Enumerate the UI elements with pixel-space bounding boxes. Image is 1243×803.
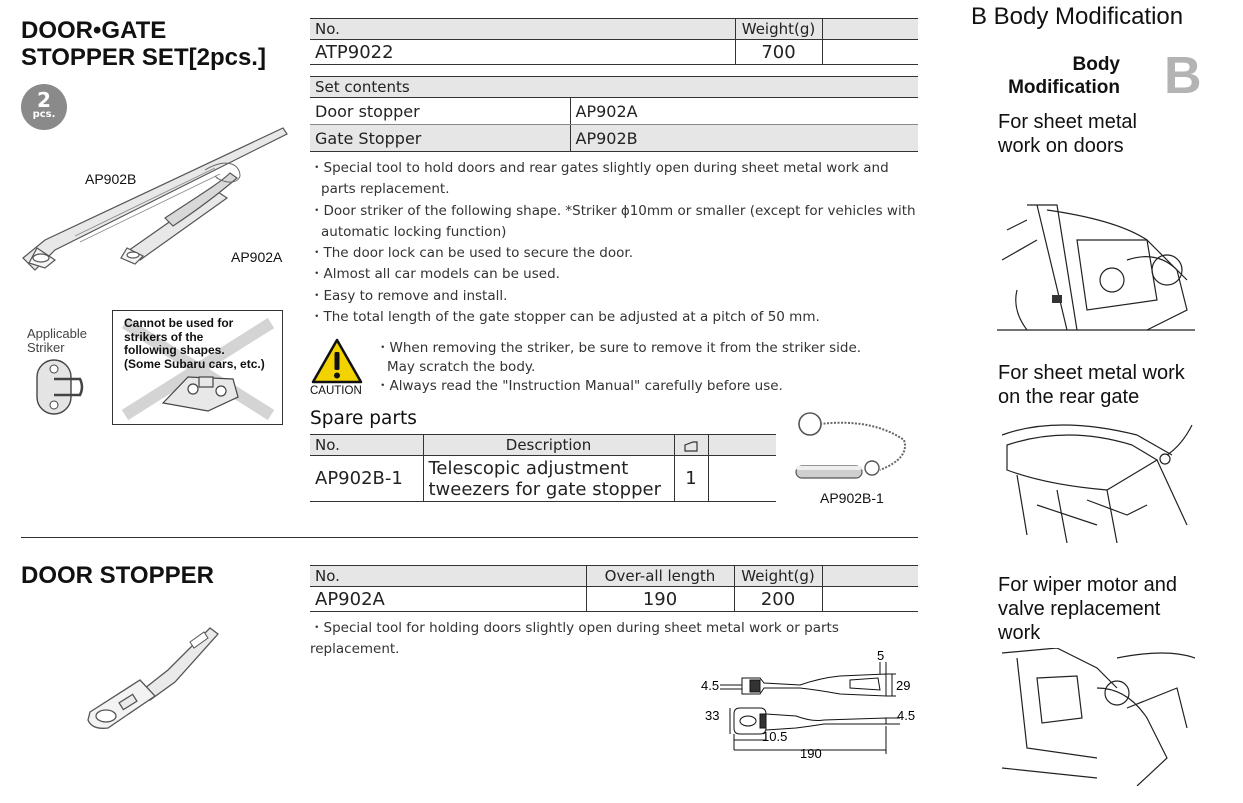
col-blank-header <box>822 19 918 40</box>
cannot-line-2: strikers of the <box>124 329 204 344</box>
spec2-col-weight-header: Weight(g) <box>734 566 822 587</box>
section1-title-line1: DOOR•GATE <box>21 17 167 44</box>
cannot-use-text <box>124 317 265 371</box>
spec2-length: 190 <box>586 587 734 612</box>
spare-col-blank-header <box>708 435 776 456</box>
dim-5: 5 <box>877 648 885 663</box>
door-stopper-image <box>80 620 225 735</box>
spare-desc <box>423 456 674 502</box>
caution-line: ・When removing the striker, be sure to remove it from the striker side. <box>376 340 862 356</box>
col-no-header: No. <box>310 19 735 40</box>
spare-parts-table <box>310 434 776 502</box>
feature-bullet: ・Special tool to hold doors and rear gates slightly open during sheet metal work and parts replacement. <box>310 160 889 198</box>
applicable-striker-image <box>32 355 87 420</box>
item3-line3: work <box>998 622 1041 644</box>
spec-table-atp9022 <box>310 18 918 65</box>
sidebar-item-wiper <box>998 573 1177 645</box>
col-weight-header: Weight(g) <box>735 19 822 40</box>
sidebar-item-doors <box>998 110 1137 158</box>
caution-text <box>376 339 861 396</box>
set-item-name: Door stopper <box>310 98 570 125</box>
tweezers-label: AP902B-1 <box>820 490 884 506</box>
quantity-icon <box>684 440 698 452</box>
cannot-use-box <box>112 310 283 425</box>
rear-gate-illustration <box>997 415 1195 543</box>
badge-unit: pcs. <box>32 109 56 120</box>
spare-desc-line2: tweezers for gate stopper <box>428 478 662 500</box>
cell-blank <box>822 40 918 65</box>
spare-col-qty-header <box>674 435 708 456</box>
spare-qty: 1 <box>674 456 708 502</box>
set-item-code: AP902A <box>570 98 918 125</box>
cannot-line-4: (Some Subaru cars, etc.) <box>124 356 265 371</box>
door-work-illustration <box>997 200 1195 335</box>
badge-number: 2 <box>37 88 51 112</box>
spec-table-row <box>310 40 918 65</box>
caution-line: May scratch the body. <box>387 359 536 375</box>
sidebar-tab-label <box>998 53 1120 99</box>
feature-bullets <box>310 158 918 328</box>
spare-col-no-header: No. <box>310 435 423 456</box>
set-contents-table <box>310 76 918 152</box>
spec2-col-blank-header <box>822 566 918 587</box>
spare-row <box>310 456 776 502</box>
dimension-drawing <box>700 648 920 763</box>
set-item-code: AP902B <box>570 125 918 152</box>
set-contents-header-row <box>310 77 918 98</box>
dim-4-5-bottom: 4.5 <box>897 708 916 723</box>
caution-label: CAUTION <box>310 385 362 397</box>
dim-10-5: 10.5 <box>762 729 788 744</box>
sidebar-tab-letter: B <box>1164 47 1202 105</box>
spec2-col-no-header: No. <box>310 566 586 587</box>
item1-line1: For sheet metal <box>998 111 1137 133</box>
spec2-header-row <box>310 566 918 587</box>
item1-line2: work on doors <box>998 135 1124 157</box>
spare-no: AP902B-1 <box>310 456 423 502</box>
door-stopper-bullet: ・Special tool for holding doors slightly open during sheet metal work or parts replacement. <box>310 620 839 658</box>
section1-title-line2: STOPPER SET[2pcs.] <box>21 44 266 71</box>
sidebar-header: B Body Modification <box>971 3 1184 30</box>
spec-table-header-row <box>310 19 918 40</box>
label-ap902a: AP902A <box>231 249 283 265</box>
set-contents-row <box>310 98 918 125</box>
cell-no: ATP9022 <box>310 40 735 65</box>
applicable-line2: Striker <box>27 340 65 355</box>
item3-line2: valve replacement <box>998 598 1161 620</box>
caution-warning-icon <box>311 337 363 385</box>
dim-33: 33 <box>705 708 720 723</box>
spare-header-row <box>310 435 776 456</box>
section1-title <box>21 17 266 71</box>
set-contents-row <box>310 125 918 152</box>
spare-parts-title: Spare parts <box>310 408 417 429</box>
tab-label-line2: Modification <box>1008 77 1120 98</box>
sidebar-item-rear-gate <box>998 361 1185 409</box>
spare-blank <box>708 456 776 502</box>
cannot-line-1: Cannot be used for <box>124 316 234 330</box>
caution-line: ・Always read the "Instruction Manual" carefully before use. <box>376 378 783 394</box>
cannot-line-3: following shapes. <box>124 343 225 357</box>
spec2-weight: 200 <box>734 587 822 612</box>
item2-line2: on the rear gate <box>998 386 1140 408</box>
wiper-work-illustration <box>997 648 1195 786</box>
feature-bullet: ・The total length of the gate stopper can be adjusted at a pitch of 50 mm. <box>310 309 820 326</box>
dim-190: 190 <box>800 746 822 761</box>
tab-label-line1: Body <box>1072 54 1120 75</box>
spare-desc-line1: Telescopic adjustment <box>428 457 629 479</box>
spec2-col-length-header: Over-all length <box>586 566 734 587</box>
section2-title: DOOR STOPPER <box>21 562 214 589</box>
stopper-set-image <box>15 118 300 283</box>
spec2-blank <box>822 587 918 612</box>
feature-bullet: ・The door lock can be used to secure the door. <box>310 245 633 262</box>
spare-col-desc-header: Description <box>423 435 674 456</box>
dim-4-5-top: 4.5 <box>701 678 720 693</box>
feature-bullet: ・Door striker of the following shape. *Striker ϕ10mm or smaller (except for vehicles with automatic locking function) <box>310 202 916 240</box>
feature-bullet: ・Almost all car models can be used. <box>310 266 560 283</box>
section-divider <box>21 537 918 538</box>
applicable-striker-label <box>27 327 87 355</box>
cell-weight: 700 <box>735 40 822 65</box>
dim-29: 29 <box>896 678 911 693</box>
set-item-name: Gate Stopper <box>310 125 570 152</box>
spec2-no: AP902A <box>310 587 586 612</box>
set-contents-header: Set contents <box>310 77 918 98</box>
spec2-row <box>310 587 918 612</box>
item3-line1: For wiper motor and <box>998 574 1177 596</box>
feature-bullet: ・Easy to remove and install. <box>310 287 508 304</box>
tweezers-chain-image <box>792 408 917 488</box>
label-ap902b: AP902B <box>85 171 137 187</box>
spec-table-ap902a <box>310 565 918 612</box>
item2-line1: For sheet metal work <box>998 362 1185 384</box>
applicable-line1: Applicable <box>27 326 87 341</box>
